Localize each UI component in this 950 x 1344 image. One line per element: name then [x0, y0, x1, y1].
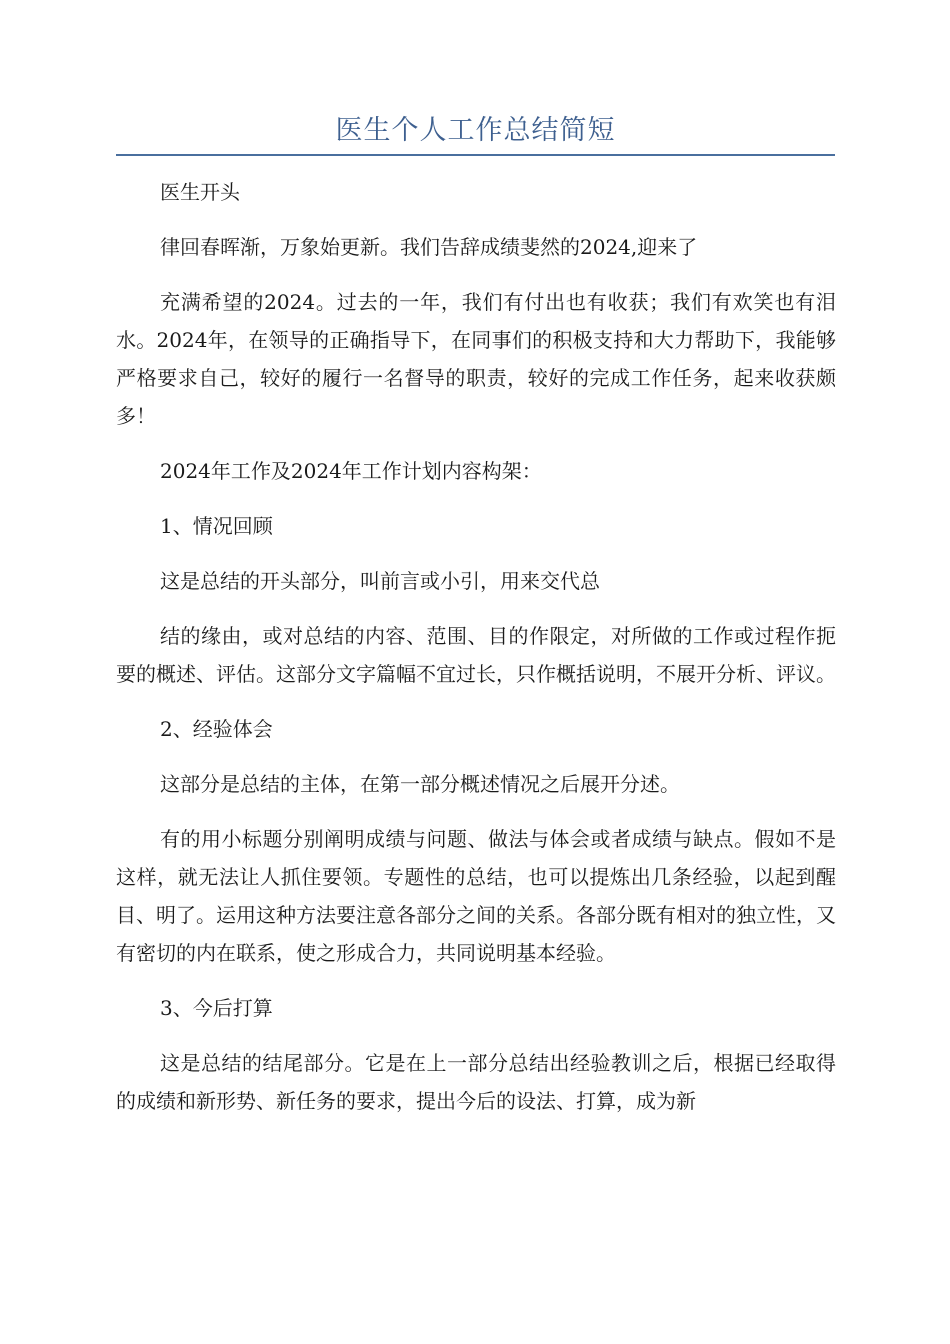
- paragraph: 结的缘由，或对总结的内容、范围、目的作限定，对所做的工作或过程作扼要的概述、评估。这部分文字篇幅不宜过长，只作概括说明，不展开分析、评议。: [116, 624, 836, 686]
- document-body: [116, 173, 836, 1137]
- paragraph: 这部分是总结的主体，在第一部分概述情况之后展开分述。: [160, 772, 680, 796]
- paragraph: 2024年工作及2024年工作计划内容构架：: [160, 459, 542, 483]
- paragraph: 这是总结的开头部分，叫前言或小引，用来交代总: [160, 569, 600, 593]
- paragraph: 律回春晖渐，万象始更新。我们告辞成绩斐然的2024,迎来了: [160, 235, 698, 259]
- paragraph: 有的用小标题分别阐明成绩与问题、做法与体会或者成绩与缺点。假如不是这样，就无法让人抓住要领。专题性的总结，也可以提炼出几条经验，以起到醒目、明了。运用这种方法要注意各部分之间的关系。各部分既有相对的独立性，又有密切的内在联系，使之形成合力，共同说明基本经验。: [116, 827, 836, 965]
- title-block: [116, 108, 835, 156]
- section-heading-plans: 3、今后打算: [160, 996, 273, 1020]
- section-heading-experience: 2、经验体会: [160, 717, 273, 741]
- paragraph-heading-opening: 医生开头: [160, 180, 240, 204]
- paragraph: 这是总结的结尾部分。它是在上一部分总结出经验教训之后，根据已经取得的成绩和新形势、新任务的要求，提出今后的设法、打算，成为新: [116, 1051, 836, 1113]
- document-title: 医生个人工作总结简短: [335, 115, 616, 146]
- paragraph: 充满希望的2024。过去的一年，我们有付出也有收获；我们有欢笑也有泪水。2024年，在领导的正确指导下，在同事们的积极支持和大力帮助下，我能够严格要求自己，较好的履行一名督导的职责，较好的完成工作任务，起来收获颇多！: [116, 290, 836, 428]
- section-heading-review: 1、情况回顾: [160, 514, 273, 538]
